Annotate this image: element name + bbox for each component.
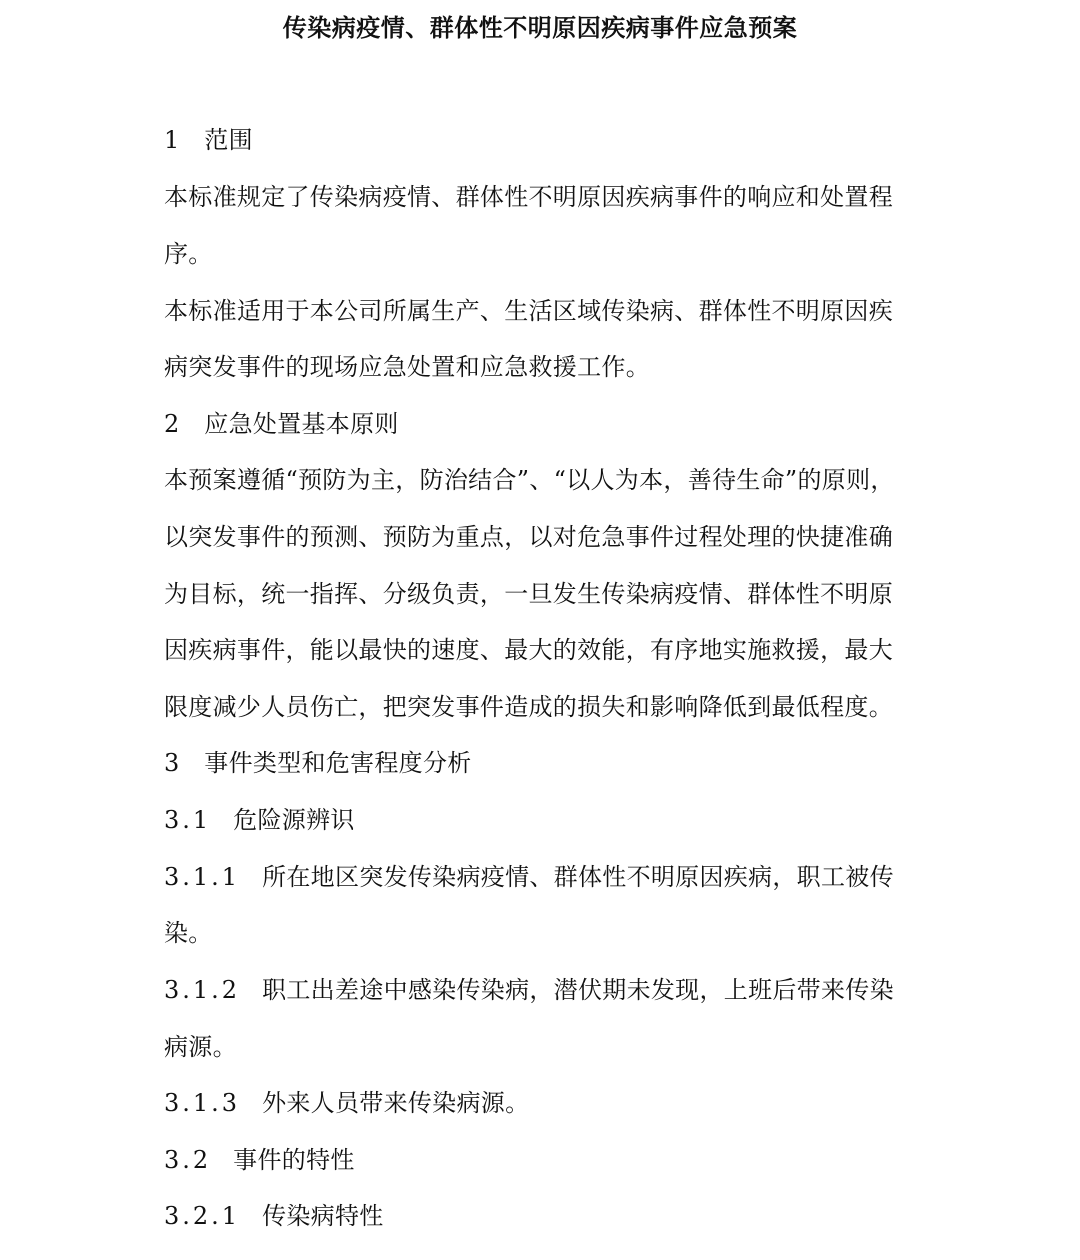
paragraph-line <box>164 182 924 212</box>
paragraph-line <box>164 239 924 269</box>
line-text: 序。 <box>164 240 213 268</box>
line-text: 病突发事件的现场应急处置和应急救援工作。 <box>164 353 650 381</box>
paragraph-line <box>164 635 924 665</box>
document-title: 传染病疫情、群体性不明原因疾病事件应急预案 <box>282 14 798 42</box>
paragraph-line <box>164 296 924 326</box>
line-text: 染。 <box>164 919 213 947</box>
subsection-heading-3-2 <box>164 1145 924 1175</box>
section-title: 事件的特性 <box>233 1146 355 1174</box>
line-text: 本预案遵循“预防为主，防治结合”、“以人为本，善待生命”的原则， <box>164 466 895 494</box>
section-number: 1 <box>164 126 183 154</box>
line-text: 为目标，统一指挥、分级负责，一旦发生传染病疫情、群体性不明原 <box>164 580 893 608</box>
paragraph-line <box>164 579 924 609</box>
subsection-heading-3-1 <box>164 805 924 835</box>
section-number: 3.1.3 <box>164 1089 241 1117</box>
section-number: 3.2.1 <box>164 1202 241 1230</box>
section-title: 应急处置基本原则 <box>204 410 399 438</box>
line-text: 因疾病事件，能以最快的速度、最大的效能，有序地实施救援，最大 <box>164 636 893 664</box>
line-text: 职工出差途中感染传染病，潜伏期未发现，上班后带来传染 <box>262 976 894 1004</box>
section-number: 2 <box>164 410 183 438</box>
section-title: 事件类型和危害程度分析 <box>204 749 472 777</box>
paragraph-line <box>164 1032 924 1062</box>
section-heading-2 <box>164 409 924 439</box>
paragraph-line <box>164 465 924 495</box>
section-title: 范围 <box>204 126 253 154</box>
section-heading-1 <box>164 125 924 155</box>
item-3-1-2 <box>164 975 924 1005</box>
paragraph-line <box>164 522 924 552</box>
section-heading-3 <box>164 748 924 778</box>
section-number: 3.2 <box>164 1146 212 1174</box>
section-title: 危险源辨识 <box>233 806 355 834</box>
paragraph-line <box>164 918 924 948</box>
line-text: 所在地区突发传染病疫情、群体性不明原因疾病，职工被传 <box>262 863 894 891</box>
paragraph-line <box>164 692 924 722</box>
line-text: 传染病特性 <box>262 1202 384 1230</box>
line-text: 病源。 <box>164 1033 237 1061</box>
line-text: 本标准规定了传染病疫情、群体性不明原因疾病事件的响应和处置程 <box>164 183 893 211</box>
section-number: 3.1 <box>164 806 212 834</box>
line-text: 外来人员带来传染病源。 <box>262 1089 530 1117</box>
item-3-2-1 <box>164 1201 924 1231</box>
item-3-1-1 <box>164 862 924 892</box>
item-3-1-3 <box>164 1088 924 1118</box>
line-text: 以突发事件的预测、预防为重点，以对危急事件过程处理的快捷准确 <box>164 523 893 551</box>
line-text: 限度减少人员伤亡，把突发事件造成的损失和影响降低到最低程度。 <box>164 693 893 721</box>
section-number: 3.1.1 <box>164 863 241 891</box>
section-number: 3 <box>164 749 183 777</box>
line-text: 本标准适用于本公司所属生产、生活区域传染病、群体性不明原因疾 <box>164 297 893 325</box>
section-number: 3.1.2 <box>164 976 241 1004</box>
paragraph-line <box>164 352 924 382</box>
